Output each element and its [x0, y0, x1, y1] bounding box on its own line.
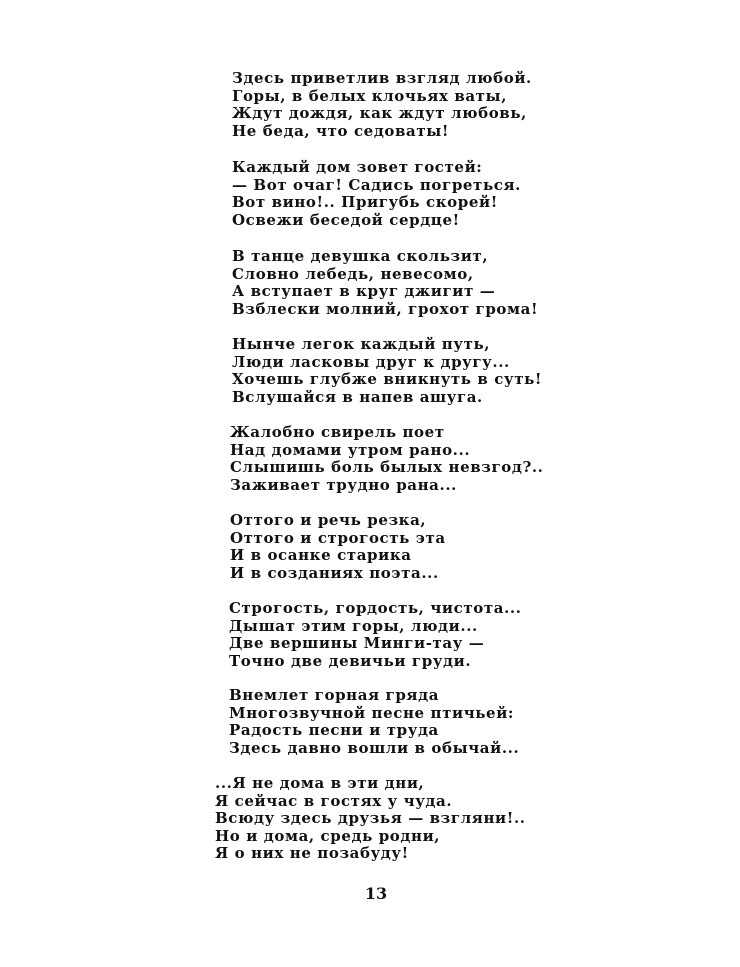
poem-line: И в созданиях поэта...: [230, 563, 439, 582]
poem-line: Люди ласковы друг к другу...: [232, 352, 510, 371]
poem-line: Не беда, что седоваты!: [232, 121, 450, 140]
poem-line: — Вот очаг! Садись погреться.: [232, 175, 521, 194]
poem-line: Внемлет горная гряда: [229, 686, 440, 704]
poem-line: Точно две девичьи груди.: [229, 651, 472, 670]
poem-line: Я сейчас в гостях у чуда.: [215, 791, 453, 810]
poem-line: Освежи беседой сердце!: [232, 210, 460, 229]
poem-line: Вслушайся в напев ашуга.: [232, 387, 483, 406]
stanza: [215, 775, 526, 863]
poem-line: Горы, в белых клочьях ваты,: [232, 86, 508, 105]
page-number: 13: [364, 884, 388, 903]
poem-line: Заживает трудно рана...: [230, 475, 457, 494]
poem-line: Всюду здесь друзья — взгляни!..: [215, 809, 526, 828]
poem-line: Нынче легок каждый путь,: [232, 335, 491, 353]
poem-line: А вступает в круг джигит —: [232, 282, 496, 301]
poem-line: Оттого и речь резка,: [230, 511, 427, 529]
poem-line: Но и дома, средь родни,: [215, 826, 441, 845]
poem-line: Над домами утром рано...: [230, 440, 471, 459]
poem-line: Слышишь боль былых невзгод?..: [230, 458, 544, 477]
stanza: [232, 248, 538, 318]
poem-line: Радость песни и труда: [229, 721, 439, 740]
poem-line: Взблески молний, грохот грома!: [232, 299, 539, 318]
poem-line: Вот вино!.. Пригубь скорей!: [232, 193, 498, 212]
poem-line: ...Я не дома в эти дни,: [215, 774, 425, 792]
stanza: [229, 687, 519, 757]
poem-line: Я о них не позабуду!: [215, 844, 409, 863]
stanza: [230, 424, 543, 494]
poem-line: Ждут дождя, как ждут любовь,: [232, 104, 527, 123]
poem-line: Здесь давно вошли в обычай...: [229, 738, 520, 757]
poem-line: Жалобно свирель поет: [230, 423, 445, 441]
poem-line: В танце девушка скользит,: [232, 247, 489, 265]
stanza: [230, 512, 446, 582]
poem-line: И в осанке старика: [230, 546, 412, 565]
poem-line: Оттого и строгость эта: [230, 528, 446, 547]
stanza: [229, 600, 522, 670]
poem-line: Хочешь глубже вникнуть в суть!: [232, 370, 543, 389]
poem-line: Строгость, гордость, чистота...: [229, 599, 522, 617]
poem-line: Дышат этим горы, люди...: [229, 616, 478, 635]
stanza: [232, 159, 521, 229]
poem-line: Две вершины Минги-тау —: [229, 634, 485, 653]
poem-line: Многозвучной песне птичьей:: [229, 703, 515, 722]
poem-line: Здесь приветлив взгляд любой.: [232, 69, 532, 87]
poem-line: Каждый дом зовет гостей:: [232, 158, 483, 176]
poem-line: Словно лебедь, невесомо,: [232, 264, 474, 283]
stanza: [232, 336, 542, 406]
stanza: [232, 70, 532, 140]
